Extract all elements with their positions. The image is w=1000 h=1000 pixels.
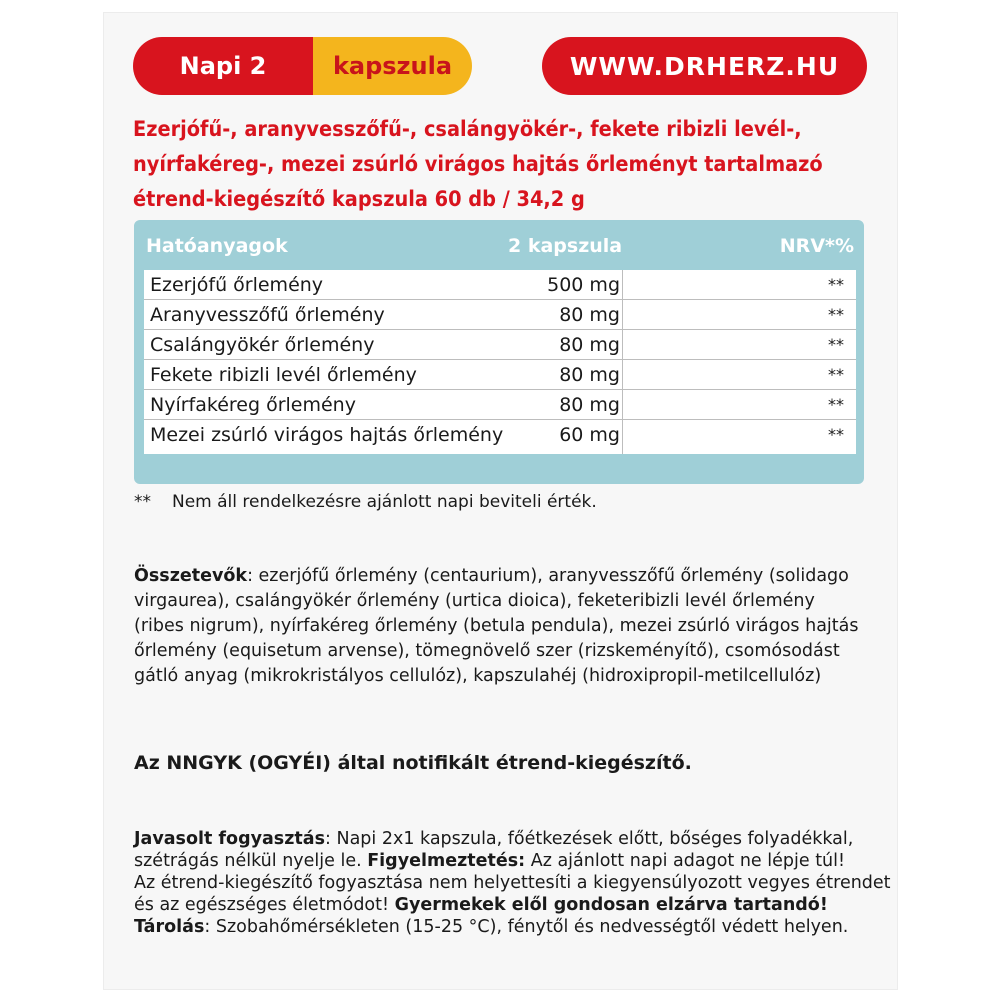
usage-line	[134, 894, 864, 916]
usage-line	[134, 872, 891, 894]
ingredient-amount: 500 mg	[547, 274, 620, 296]
product-title-line: étrend-kiegészítő kapszula 60 db / 34,2 g	[133, 187, 585, 212]
warning-label: Figyelmeztetés:	[367, 851, 526, 871]
table-row	[144, 270, 856, 300]
usage-paragraph	[134, 828, 891, 938]
notification-statement: Az NNGYK (OGYÉI) által notifikált étrend-kiegészítő.	[134, 752, 692, 774]
nrv-footnote	[134, 492, 597, 512]
table-row	[144, 360, 856, 390]
ingredient-name: Fekete ribizli levél őrlemény	[150, 364, 417, 386]
ingredient-name: Csalángyökér őrlemény	[150, 334, 375, 356]
dose-count: Napi 2	[133, 37, 313, 95]
ingredient-nrv: **	[828, 395, 844, 414]
table-header	[136, 222, 862, 270]
warning-text: Az étrend-kiegészítő fogyasztása nem helyettesíti a kiegyensúlyozott vegyes étrendet	[134, 873, 891, 893]
ingredient-amount: 80 mg	[559, 334, 620, 356]
ingredient-nrv: **	[828, 275, 844, 294]
table-row	[144, 330, 856, 360]
usage-line	[134, 828, 864, 850]
footnote-marker: **	[134, 492, 151, 512]
children-warning: Gyermekek elől gondosan elzárva tartandó!	[394, 895, 828, 915]
usage-text: : Napi 2x1 kapszula, főétkezések előtt, bőséges folyadékkal,	[325, 829, 854, 849]
header-amount: 2 kapszula	[508, 235, 623, 257]
ingredient-nrv: **	[828, 335, 844, 354]
footnote-text: Nem áll rendelkezésre ajánlott napi beviteli érték.	[172, 492, 597, 512]
warning-text: és az egészséges életmódot!	[134, 895, 395, 915]
usage-line	[134, 850, 864, 872]
ingredients-paragraph	[134, 564, 864, 689]
table-row	[144, 390, 856, 420]
storage-line	[134, 916, 864, 938]
ingredient-amount: 60 mg	[559, 424, 620, 446]
ingredient-nrv: **	[828, 305, 844, 324]
product-title-line: nyírfakéreg-, mezei zsúrló virágos hajtás őrleményt tartalmazó	[133, 152, 823, 177]
ingredient-name: Mezei zsúrló virágos hajtás őrlemény	[150, 424, 504, 446]
table-row	[144, 420, 856, 454]
ingredient-amount: 80 mg	[559, 364, 620, 386]
product-title	[133, 112, 873, 217]
active-ingredients-table	[134, 220, 864, 484]
ingredient-amount: 80 mg	[559, 394, 620, 416]
ingredient-nrv: **	[828, 365, 844, 384]
ingredient-name: Ezerjófű őrlemény	[150, 274, 324, 296]
ingredient-amount: 80 mg	[559, 304, 620, 326]
usage-text: szétrágás nélkül nyelje le.	[134, 851, 368, 871]
table-row	[144, 300, 856, 330]
dose-unit: kapszula	[313, 37, 472, 95]
warning-text: Az ajánlott napi adagot ne lépje túl!	[525, 851, 846, 871]
table-body	[144, 270, 856, 454]
product-title-line: Ezerjófű-, aranyvesszőfű-, csalángyökér-, fekete ribizli levél-,	[133, 117, 802, 142]
header-ingredients: Hatóanyagok	[146, 235, 288, 257]
ingredients-label: Összetevők	[134, 566, 248, 586]
ingredients-text: : ezerjófű őrlemény (centaurium), aranyvesszőfű őrlemény (solidago virgaurea), csalángyökér őrlemény (urtica dioica), feketeribizli levél őrlemény (ribes nigrum), nyírfakéreg őrlemény (betula pendula), mezei zsúrló virágos hajtás őrlemény (equisetum arvense), tömegnövelő szer (rizskeményítő), csomósodást gátló anyag (mikrokristályos cellulóz), kapszulahéj (hidroxipropil-metilcellulóz)	[134, 566, 859, 686]
ingredient-name: Aranyvesszőfű őrlemény	[150, 304, 385, 326]
column-divider	[622, 270, 623, 454]
website-badge: WWW.DRHERZ.HU	[542, 37, 867, 95]
header-nrv: NRV*%	[779, 235, 854, 257]
daily-dose-badge	[133, 37, 472, 95]
storage-text: : Szobahőmérsékleten (15-25 °C), fénytől és nedvességtől védett helyen.	[204, 917, 849, 937]
ingredient-nrv: **	[828, 425, 844, 444]
usage-label: Javasolt fogyasztás	[134, 829, 326, 849]
ingredient-name: Nyírfakéreg őrlemény	[150, 394, 356, 416]
storage-label: Tárolás	[134, 917, 205, 937]
